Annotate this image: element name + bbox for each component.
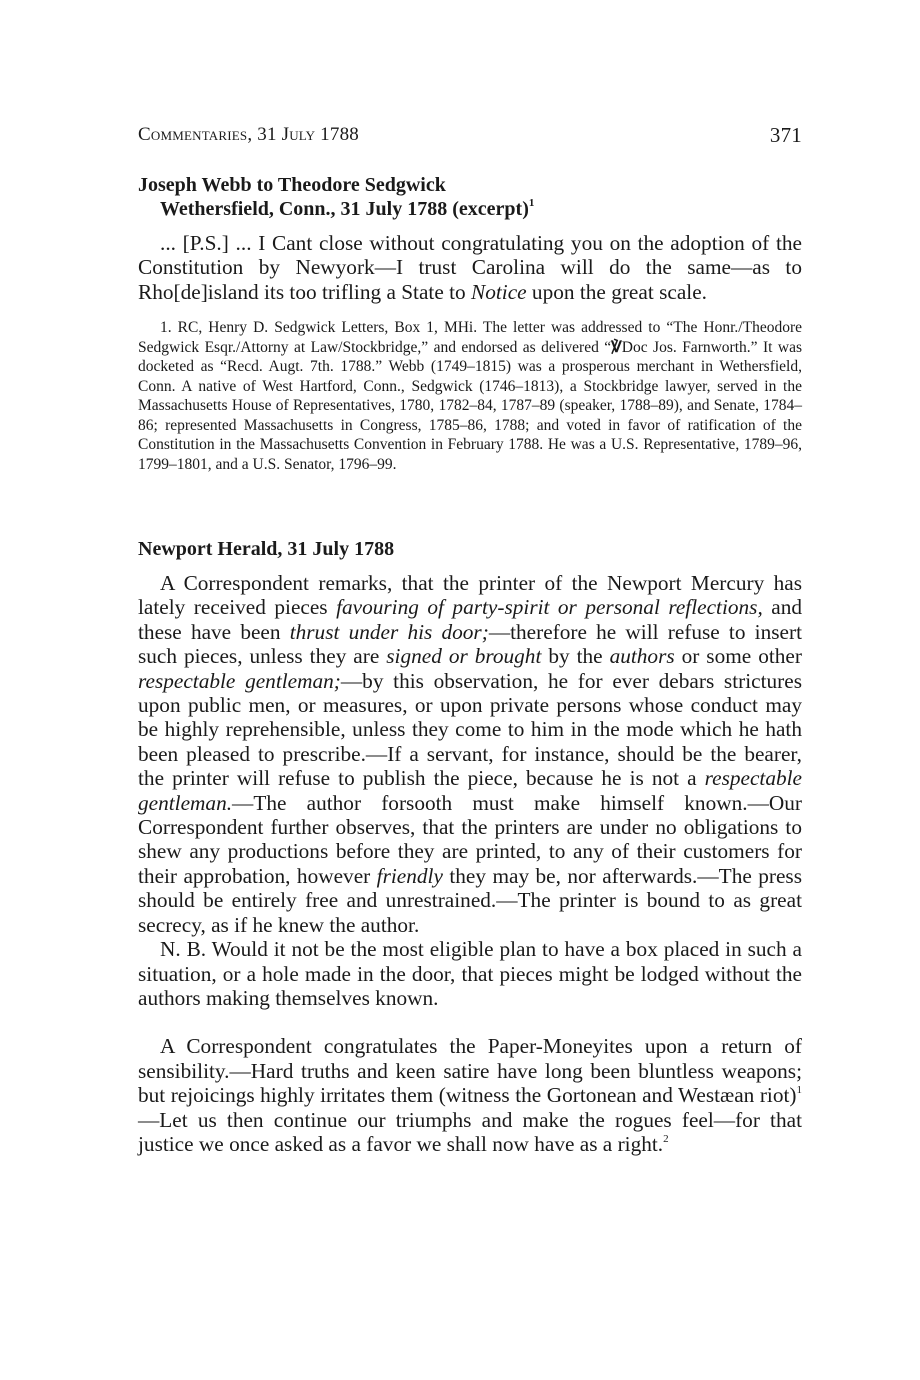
footnote-ref: 1: [528, 197, 535, 210]
letter-heading-line1: Joseph Webb to Theodore Sedgwick: [138, 174, 446, 196]
letter-heading-line2: Wethersfield, Conn., 31 July 1788 (excerpt): [160, 198, 529, 220]
herald-section: [138, 537, 802, 1156]
running-head-title: Commentaries, 31 July 1788: [138, 124, 359, 145]
footnote-ref: 2: [663, 1132, 669, 1145]
response-symbol: ℣: [611, 338, 622, 356]
letter-section: [138, 173, 802, 474]
herald-heading: Newport Herald, 31 July 1788: [138, 538, 395, 560]
letter-heading: [138, 173, 802, 221]
herald-paragraph-1: A Correspondent remarks, that the printer of the Newport Mercury has lately received pieces favouring of party-spirit or personal reflections, and these have been thrust under his door;—therefore he will refuse to insert such pieces, unless they are signed or brought by the authors or some other respectable gentleman;—by this observation, he for ever debars strictures upon public men, or measures, or upon private persons whose conduct may be highly reprehensible, unless they come to him in the mode which he hath been pleased to prescribe.—If a servant, for instance, should be the bearer, the printer will refuse to publish the piece, because he is not a respectable gentleman.—The author forsooth must make himself known.—Our Correspondent further observes, that the printers are under no obligations to shew any productions before they are printed, to any of their customers for their approbation, however friendly they may be, nor afterwards.—The press should be entirely free and unrestrained.—The printer is bound to as great secrecy, as if he knew the author.: [138, 571, 803, 937]
letter-body: ... [P.S.] ... I Cant close without congratulating you on the adoption of the Constitution by Newyork—I trust Carolina will do the same—as to Rho[de]island its too trifling a State to Notice upon the great scale.: [138, 231, 802, 304]
italic-notice: Notice: [471, 279, 527, 304]
herald-paragraph-3: A Correspondent congratulates the Paper-Moneyites upon a return of sensibility.—Hard truths and keen satire have long been bluntless weapons; but rejoicings highly irritates them (witness the Gortonean and Westæan riot)$^1$—Let us then continue our triumphs and make the rogues feel—for that justice we once asked as a favor we shall now have as a right.$^2$: [138, 1034, 802, 1156]
footnote-1: 1. RC, Henry D. Sedgwick Letters, Box 1, MHi. The letter was addressed to “The Honr./Theodore Sedgwick Esqr./Attorny at Law/Stockbridge,” and endorsed as delivered “℣Doc Jos. Farnworth.” It was docketed as “Recd. Augt. 7th. 1788.” Webb (1749–1815) was a prosperous merchant in Wethersfield, Conn. A native of West Hartford, Conn., Sedgwick (1746–1813), a Stockbridge lawyer, served in the Massachusetts House of Representatives, 1780, 1782–84, 1787–89 (speaker, 1788–89), and Senate, 1784–86; represented Massachusetts in Congress, 1785–86, 1788; and voted in favor of ratification of the Constitution in the Massachusetts Convention in February 1788. He was a U.S. Representative, 1789–96, 1799–1801, and a U.S. Senator, 1796–99.: [138, 319, 802, 473]
footnote-ref: 1: [796, 1084, 802, 1097]
page-number: 371: [769, 123, 802, 147]
running-head: [138, 124, 802, 146]
herald-paragraph-2: N. B. Would it not be the most eligible plan to have a box placed in such a situation, or a hole made in the door, that pieces might be lodged without the authors making themselves known.: [138, 937, 802, 1010]
